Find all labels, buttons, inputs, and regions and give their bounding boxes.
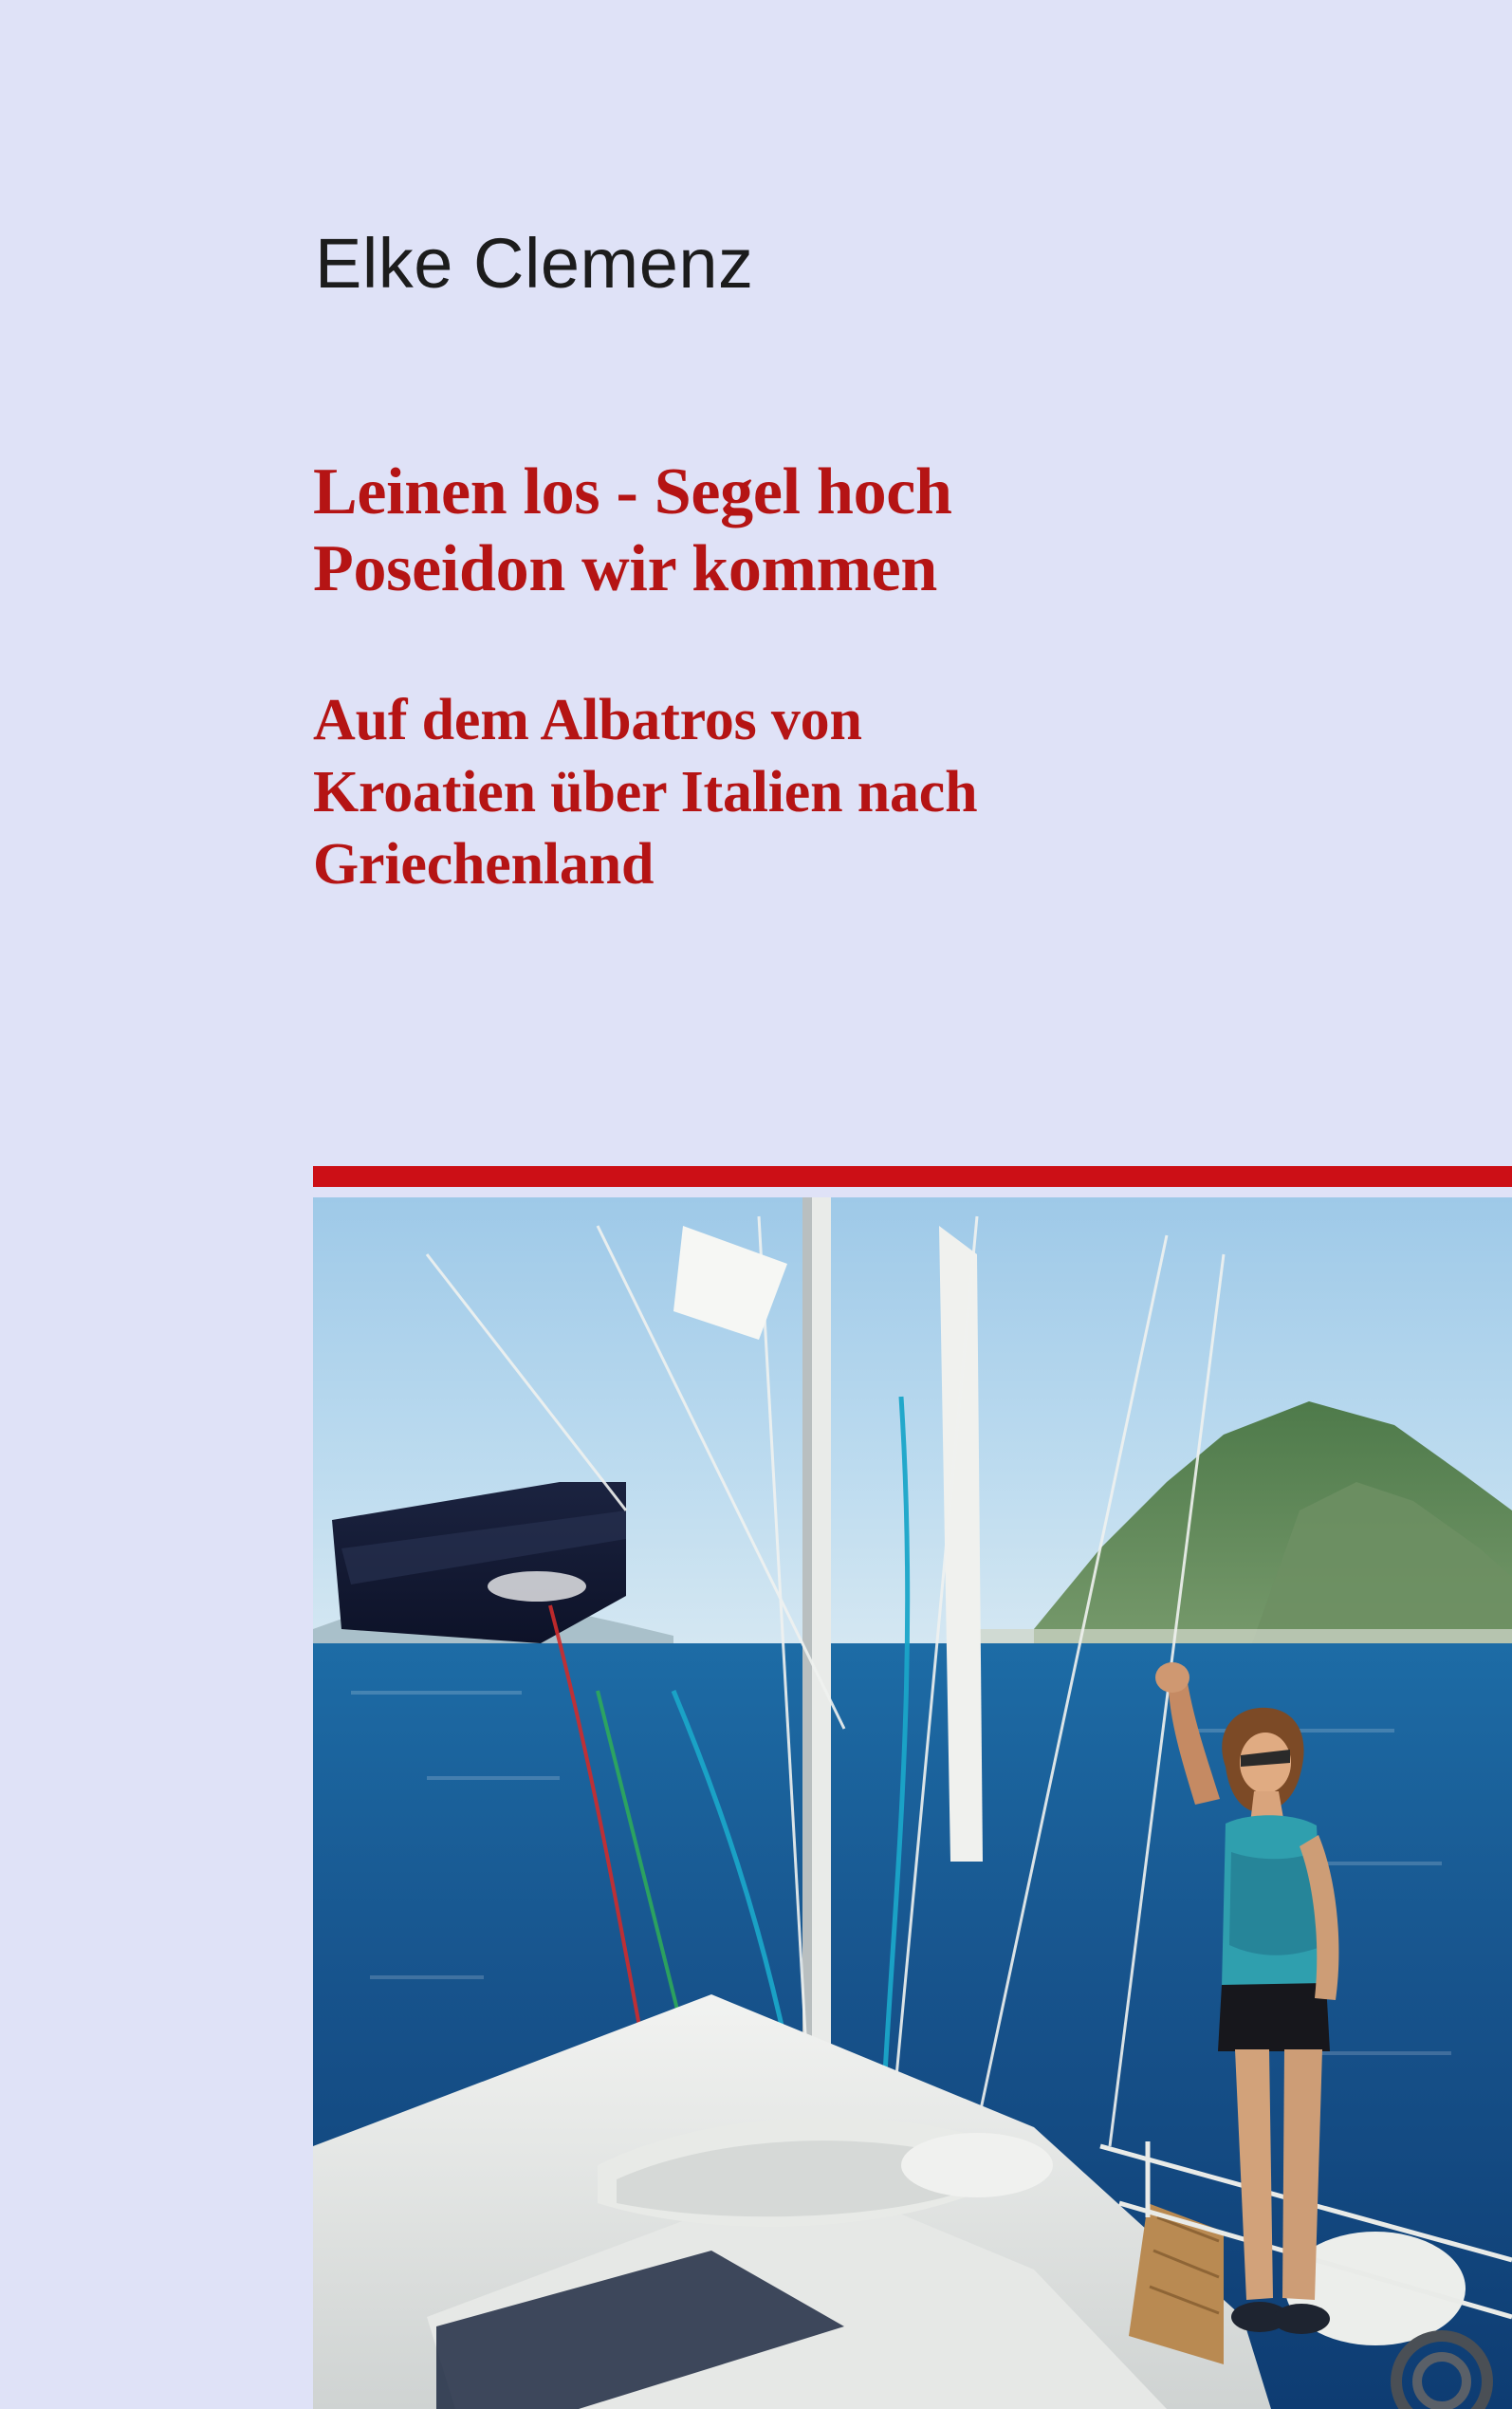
book-subtitle xyxy=(313,685,1281,900)
book-subtitle-line-3: Griechenland xyxy=(313,831,655,897)
author-name: Elke Clemenz xyxy=(315,224,754,303)
title-block xyxy=(313,454,1281,900)
cover-photo-illustration xyxy=(313,1197,1512,2409)
cover-photo xyxy=(313,1197,1512,2409)
book-subtitle-line-1: Auf dem Albatros von xyxy=(313,688,862,753)
book-title xyxy=(313,454,1281,607)
book-subtitle-line-2: Kroatien über Italien nach xyxy=(313,760,978,825)
book-title-line-2: Poseidon wir kommen xyxy=(313,532,938,606)
book-title-line-1: Leinen los - Segel hoch xyxy=(313,455,952,528)
red-divider-bar xyxy=(313,1166,1512,1187)
